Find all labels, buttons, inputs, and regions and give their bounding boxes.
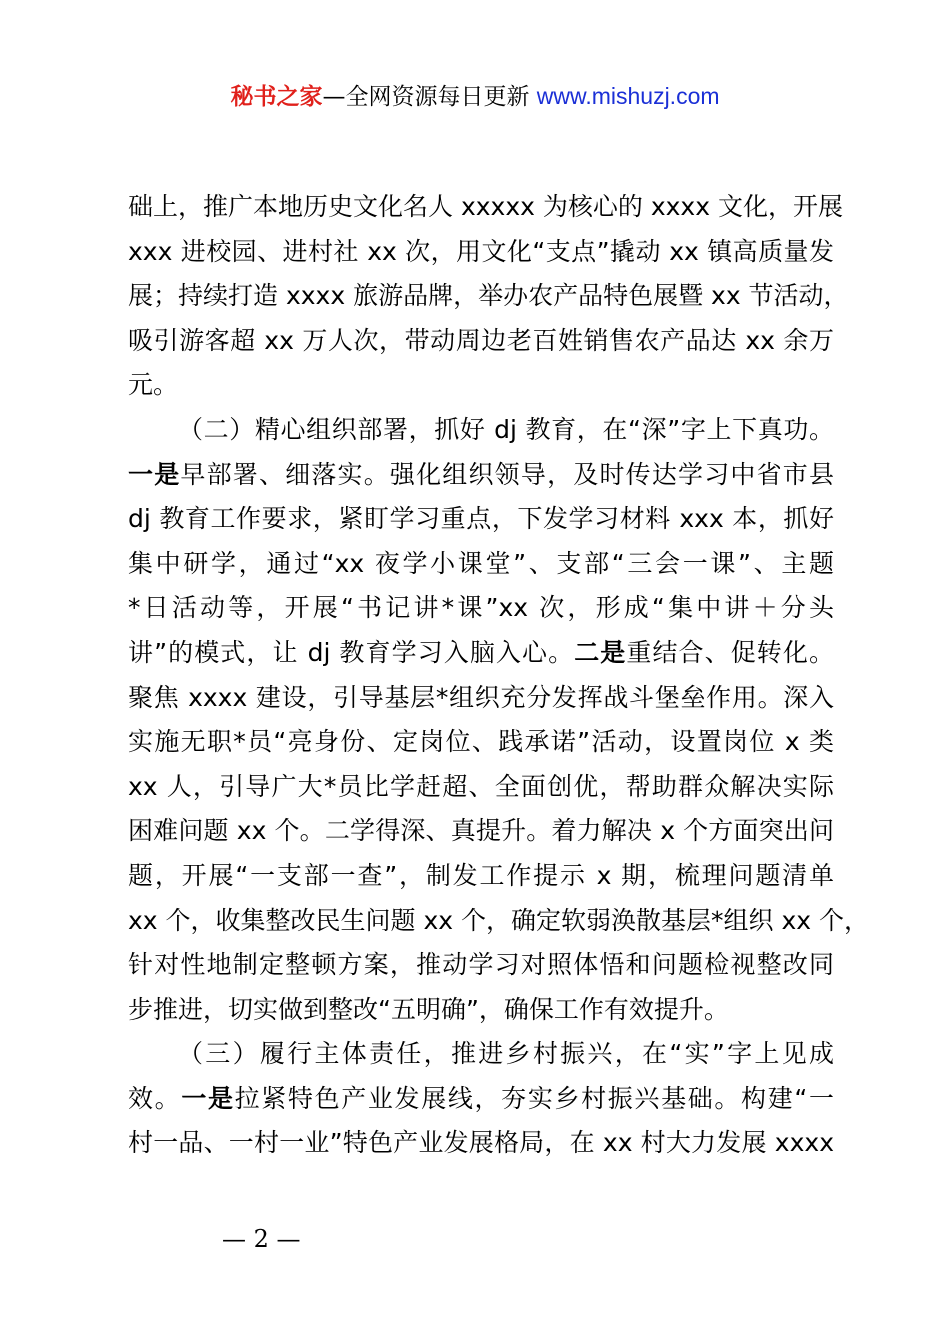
section-heading-2: （二）精心组织部署，抓好 dj 教育，在“深”字上下真功。 bbox=[178, 414, 834, 444]
text-line: 础上，推广本地历史文化名人 xxxxx 为核心的 xxxx 文化，开展 bbox=[128, 192, 843, 221]
text-line: dj 教育工作要求，紧盯学习重点，下发学习材料 xxx 本，抓好 bbox=[128, 504, 834, 534]
brand-name: 秘书之家 bbox=[230, 84, 323, 110]
section-heading-3: （三）履行主体责任，推进乡村振兴，在“实”字上见成 bbox=[178, 1039, 834, 1069]
text-line: xx 人，引导广大*员比学赶超、全面创优，帮助群众解决实际 bbox=[128, 771, 834, 801]
emphasis-label: 一是 bbox=[181, 1083, 235, 1113]
text-line: xxx 进校园、进村社 xx 次，用文化“支点”撬动 xx 镇高质量发 bbox=[128, 236, 834, 266]
text-line: 讲”的模式，让 dj 教育学习入脑入心。二是重结合、促转化。 bbox=[128, 637, 834, 667]
text-line: 一是早部署、细落实。强化组织领导，及时传达学习中省市县 bbox=[128, 459, 834, 489]
text-line: 困难问题 xx 个。二学得深、真提升。着力解决 x 个方面突出问 bbox=[128, 816, 834, 846]
header-tagline: —全网资源每日更新 bbox=[322, 84, 537, 110]
page-number: — 2 — bbox=[222, 1225, 301, 1253]
text-line: 展；持续打造 xxxx 旅游品牌，举办农产品特色展暨 xx 节活动， bbox=[128, 281, 849, 311]
emphasis-label: 二是 bbox=[574, 637, 627, 667]
text-line: xx 个，收集整改民生问题 xx 个，确定软弱涣散基层*组织 xx 个， bbox=[128, 905, 870, 935]
text-line: 实施无职*员“亮身份、定岗位、践承诺”活动，设置岗位 x 类 bbox=[128, 727, 834, 757]
text-line: 吸引游客超 xx 万人次，带动周边老百姓销售农产品达 xx 余万 bbox=[128, 325, 834, 355]
emphasis-label: 一是 bbox=[128, 459, 181, 489]
text-line: 集中研学，通过“xx 夜学小课堂”、支部“三会一课”、主题 bbox=[128, 548, 834, 578]
site-header bbox=[0, 80, 950, 113]
text-line: 聚焦 xxxx 建设，引导基层*组织充分发挥战斗堡垒作用。深入 bbox=[128, 682, 834, 712]
document-body bbox=[128, 185, 870, 1166]
text-line: 题，开展“一支部一查”，制发工作提示 x 期，梳理问题清单 bbox=[128, 860, 834, 890]
text-line: *日活动等，开展“书记讲*课”xx 次，形成“集中讲＋分头 bbox=[128, 593, 834, 623]
text-line: 效。一是拉紧特色产业发展线，夯实乡村振兴基础。构建“一 bbox=[128, 1083, 834, 1113]
text-line: 步推进，切实做到整改“五明确”，确保工作有效提升。 bbox=[128, 994, 729, 1024]
text-line: 针对性地制定整顿方案，推动学习对照体悟和问题检视整改同 bbox=[128, 950, 834, 980]
text-line: 元。 bbox=[128, 370, 179, 400]
text-line: 村一品、一村一业”特色产业发展格局，在 xx 村大力发展 xxxx bbox=[128, 1128, 834, 1158]
site-url-link[interactable]: www.mishuzj.com bbox=[536, 83, 720, 109]
